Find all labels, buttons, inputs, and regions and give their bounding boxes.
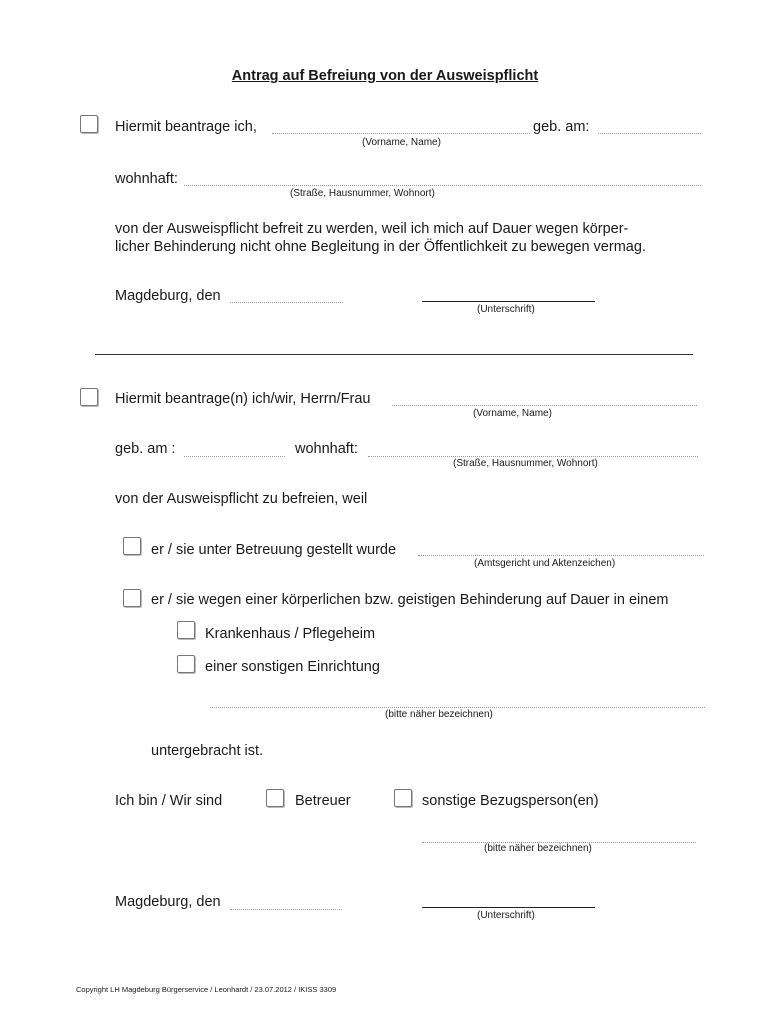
facility-hint: (bitte näher bezeichnen) [385,709,493,720]
court-hint: (Amtsgericht und Aktenzeichen) [474,558,616,569]
self-place-label: Magdeburg, den [115,288,221,304]
other-address-hint: (Straße, Hausnummer, Wohnort) [453,458,598,469]
role-label: Ich bin / Wir sind [115,793,223,809]
disability-checkbox[interactable] [123,589,141,607]
self-address-field[interactable] [184,185,701,186]
role-other-checkbox[interactable] [394,789,412,807]
self-statement-line2: licher Behinderung nicht ohne Begleitung in der Öffentlichkeit zu bewegen vermag. [115,239,646,255]
other-name-hint: (Vorname, Name) [473,408,552,419]
self-applicant-label: Hiermit beantrage ich, [115,119,257,135]
other-signature-hint: (Unterschrift) [477,910,535,921]
self-name-field[interactable] [272,133,530,134]
reason-intro: von der Ausweispflicht zu befreien, weil [115,491,368,507]
accommodated-label: untergebracht ist. [151,743,264,759]
other-facility-checkbox[interactable] [177,655,195,673]
other-applicant-label: Hiermit beantrage(n) ich/wir, Herrn/Frau [115,391,371,407]
section-divider [95,354,693,355]
other-residence-label: wohnhaft: [295,441,358,457]
self-date-field[interactable] [230,302,343,303]
self-signature-field[interactable] [422,301,595,302]
disability-label: er / sie wegen einer körperlichen bzw. geistigen Behinderung auf Dauer in einem [151,592,669,608]
facility-field[interactable] [210,707,705,708]
hospital-label: Krankenhaus / Pflegeheim [205,626,376,642]
self-application-checkbox[interactable] [80,115,98,133]
other-application-checkbox[interactable] [80,388,98,406]
role-specify-hint: (bitte näher bezeichnen) [484,843,592,854]
guardianship-checkbox[interactable] [123,537,141,555]
guardianship-label: er / sie unter Betreuung gestellt wurde [151,542,397,558]
self-residence-label: wohnhaft: [115,171,178,187]
self-signature-hint: (Unterschrift) [477,304,535,315]
self-birth-label: geb. am: [533,119,590,135]
form-title: Antrag auf Befreiung von der Ausweispflicht [231,68,539,84]
self-birth-field[interactable] [598,133,701,134]
role-guardian-checkbox[interactable] [266,789,284,807]
other-address-field[interactable] [368,456,698,457]
other-birth-label: geb. am : [115,441,176,457]
role-guardian-label: Betreuer [295,793,351,809]
other-date-field[interactable] [230,909,342,910]
other-facility-label: einer sonstigen Einrichtung [205,659,380,675]
hospital-checkbox[interactable] [177,621,195,639]
court-field[interactable] [418,555,704,556]
other-birth-field[interactable] [184,456,285,457]
self-statement-line1: von der Ausweispflicht befreit zu werden, weil ich mich auf Dauer wegen körper- [115,221,629,237]
other-place-label: Magdeburg, den [115,894,221,910]
copyright-footer: Copyright LH Magdeburg Bürgerservice / Leonhardt / 23.07.2012 / IKISS 3309 [76,985,337,994]
role-other-label: sonstige Bezugsperson(en) [422,793,599,809]
other-signature-field[interactable] [422,907,595,908]
self-address-hint: (Straße, Hausnummer, Wohnort) [290,188,435,199]
other-name-field[interactable] [392,405,697,406]
self-name-hint: (Vorname, Name) [362,137,441,148]
